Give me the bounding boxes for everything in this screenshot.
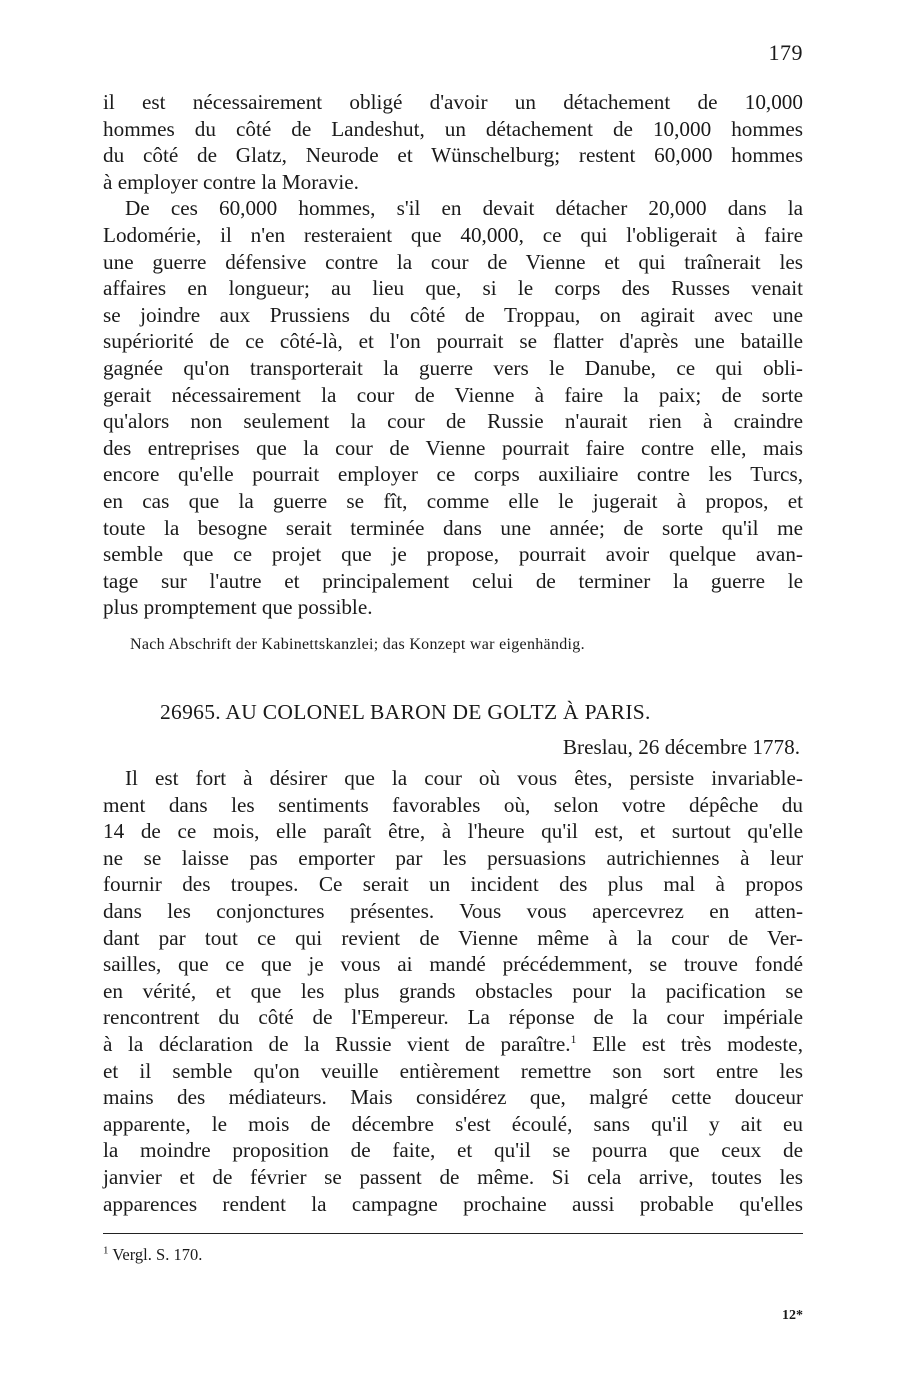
text-line: et il semble qu'on veuille entièrement remettre son sort entre les bbox=[103, 1058, 803, 1083]
text-line: gagnée qu'on transporterait la guerre vers le Danube, ce qui obli- bbox=[103, 355, 803, 380]
footnote-divider bbox=[103, 1233, 803, 1234]
text-line: mains des médiateurs. Mais considérez que, malgré cette douceur bbox=[103, 1085, 803, 1110]
text-line: qu'alors non seulement la cour de Russie n'aurait rien à craindre bbox=[103, 409, 803, 434]
text-line: il est nécessairement obligé d'avoir un détachement de 10,000 bbox=[103, 90, 803, 114]
text-line: De ces 60,000 hommes, s'il en devait détacher 20,000 dans la bbox=[125, 196, 803, 221]
letter-body bbox=[103, 765, 803, 1217]
footnote-marker[interactable]: 1 bbox=[570, 1031, 577, 1046]
text-segment: à la déclaration de la Russie vient de paraître. bbox=[103, 1031, 571, 1056]
text-line: dans les conjonctures présentes. Vous vous apercevrez en atten- bbox=[103, 898, 803, 923]
text-line: en vérité, et que les plus grands obstacles pour la pacification se bbox=[103, 978, 803, 1003]
text-line: affaires en longueur; au lieu que, si le corps des Russes venait bbox=[103, 276, 803, 301]
page-number: 179 bbox=[768, 40, 803, 65]
text-line: encore qu'elle pourrait employer ce corps auxiliaire contre les Turcs, bbox=[103, 462, 803, 487]
letter-continuation bbox=[103, 89, 803, 621]
text-line: plus promptement que possible. bbox=[103, 595, 373, 620]
source-note: Nach Abschrift der Kabinettskanzlei; das Konzept war eigenhändig. bbox=[130, 636, 585, 653]
text-line: sailles, que ce que je vous ai mandé précédemment, se trouve fondé bbox=[103, 952, 803, 977]
footnote-number: 1 bbox=[103, 1244, 109, 1257]
text-segment: Elle est très modeste, bbox=[576, 1031, 803, 1056]
text-line: janvier et de février se passent de même. Si cela arrive, toutes les bbox=[103, 1164, 803, 1189]
footnote bbox=[103, 1245, 202, 1265]
text-line: ne se laisse pas emporter par les persuasions autrichiennes à leur bbox=[103, 845, 803, 870]
text-line: hommes du côté de Landeshut, un détachement de 10,000 hommes bbox=[103, 116, 803, 141]
letter-heading: 26965. AU COLONEL BARON DE GOLTZ À PARIS. bbox=[160, 700, 651, 724]
text-line: Lodomérie, il n'en resteraient que 40,000, ce qui l'obligerait à faire bbox=[103, 222, 803, 247]
text-line: fournir des troupes. Ce serait un incident des plus mal à propos bbox=[103, 872, 803, 897]
text-line-with-footnote bbox=[103, 1031, 803, 1058]
text-line: tage sur l'autre et principalement celui de terminer la guerre le bbox=[103, 568, 803, 593]
text-line: dant par tout ce qui revient de Vienne même à la cour de Ver- bbox=[103, 925, 803, 950]
text-line: 14 de ce mois, elle paraît être, à l'heure qu'il est, et surtout qu'elle bbox=[103, 819, 803, 844]
text-line: supériorité de ce côté-là, et l'on pourrait se flatter d'après une bataille bbox=[103, 329, 803, 354]
signature-mark: 12* bbox=[782, 1308, 803, 1323]
text-line: toute la besogne serait terminée dans une année; de sorte qu'il me bbox=[103, 515, 803, 540]
text-line: une guerre défensive contre la cour de Vienne et qui traînerait les bbox=[103, 249, 803, 274]
text-line: des entreprises que la cour de Vienne pourrait faire contre elle, mais bbox=[103, 435, 803, 460]
text-line: gerait nécessairement la cour de Vienne à faire la paix; de sorte bbox=[103, 382, 803, 407]
text-line: apparences rendent la campagne prochaine aussi probable qu'elles bbox=[103, 1191, 803, 1216]
text-line: ment dans les sentiments favorables où, selon votre dépêche du bbox=[103, 792, 803, 817]
text-line: semble que ce projet que je propose, pourrait avoir quelque avan- bbox=[103, 542, 803, 567]
date-line: Breslau, 26 décembre 1778. bbox=[562, 735, 800, 759]
text-line: en cas que la guerre se fît, comme elle le jugerait à propos, et bbox=[103, 488, 803, 513]
text-line: apparente, le mois de décembre s'est écoulé, sans qu'il y ait eu bbox=[103, 1111, 803, 1136]
text-line: se joindre aux Prussiens du côté de Troppau, on agirait avec une bbox=[103, 302, 803, 327]
text-line: Il est fort à désirer que la cour où vous êtes, persiste invariable- bbox=[125, 766, 803, 790]
footnote-text: Vergl. S. 170. bbox=[108, 1245, 203, 1264]
text-line: du côté de Glatz, Neurode et Wünschelburg; restent 60,000 hommes bbox=[103, 143, 803, 168]
text-line: rencontrent du côté de l'Empereur. La réponse de la cour impériale bbox=[103, 1005, 803, 1030]
text-line: à employer contre la Moravie. bbox=[103, 169, 359, 194]
text-line: la moindre proposition de faite, et qu'il se pourra que ceux de bbox=[103, 1138, 803, 1163]
